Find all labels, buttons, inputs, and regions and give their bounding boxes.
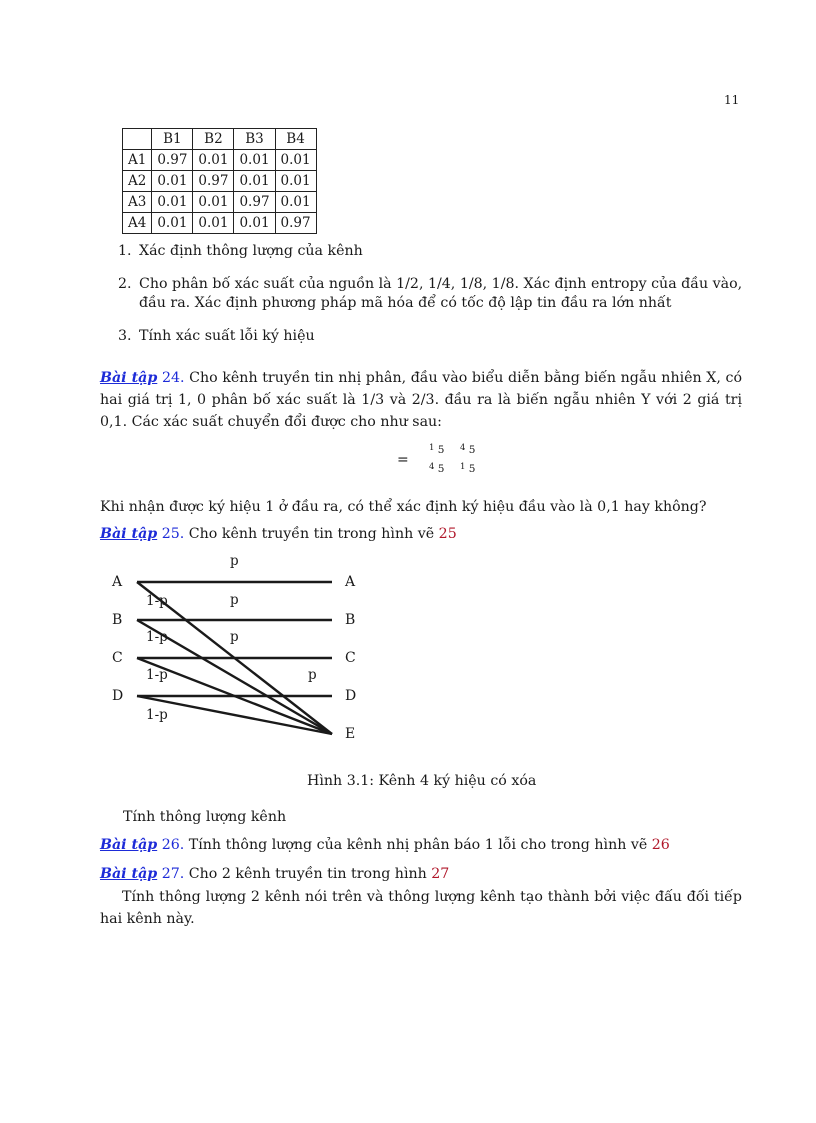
figure-ref-link[interactable]: 26: [651, 837, 670, 853]
exercise-label[interactable]: Bài tập: [100, 837, 158, 853]
output-node-label: B: [345, 612, 356, 628]
exercise-text: Tính thông lượng của kênh nhị phân báo 1 lỗi cho trong hình vẽ: [188, 837, 648, 853]
output-node-label: E: [345, 726, 356, 742]
table-cell: 0.97: [193, 171, 234, 192]
exercise-number: 27.: [161, 866, 185, 882]
table-cell: 0.01: [152, 171, 193, 192]
table-cell: 0.97: [275, 213, 316, 234]
table-cell: 0.97: [152, 150, 193, 171]
page-number: 11: [724, 93, 740, 107]
exercise-27-body: Tính thông lượng 2 kênh nói trên và thông lượng kênh tạo thành bởi việc đấu đối tiếp hai kênh này.: [100, 889, 742, 927]
edge-error-label: 1-p: [146, 593, 168, 609]
table-cell: 0.01: [275, 171, 316, 192]
table-header-cell: B4: [275, 129, 316, 150]
list-text: Xác định thông lượng của kênh: [139, 243, 363, 259]
edge-prob-label: p: [230, 592, 239, 608]
matrix-cell: $^4$ 5: [460, 443, 476, 456]
figure-caption: Hình 3.1: Kênh 4 ký hiệu có xóa: [307, 773, 537, 789]
input-node-label: A: [112, 574, 123, 590]
table-cell: 0.01: [234, 213, 275, 234]
list-number: 1.: [118, 243, 132, 259]
table-header-cell: B2: [193, 129, 234, 150]
table-cell: 0.01: [152, 192, 193, 213]
table-cell: A3: [123, 192, 152, 213]
input-node-label: B: [112, 612, 123, 628]
table-cell: 0.01: [234, 150, 275, 171]
exercise-27: [100, 863, 742, 885]
input-node-label: D: [112, 688, 124, 704]
figure-ref-link[interactable]: 27: [431, 866, 450, 882]
exercise-number: 25.: [161, 526, 185, 542]
list-number: 2.: [118, 276, 132, 292]
table-cell: A4: [123, 213, 152, 234]
exercise-number: 26.: [161, 837, 185, 853]
table-cell: 0.01: [152, 213, 193, 234]
table-cell: A1: [123, 150, 152, 171]
output-node-label: C: [345, 650, 356, 666]
matrix-cell: $^4$ 5: [429, 462, 445, 475]
list-number: 3.: [118, 328, 132, 344]
table-cell: 0.01: [193, 192, 234, 213]
table-cell: 0.01: [275, 150, 316, 171]
compute-capacity-text: Tính thông lượng kênh: [123, 809, 287, 825]
list-text: Cho phân bố xác suất của nguồn là 1/2, 1/4, 1/8, 1/8. Xác định entropy của đầu vào, đầu ra. Xác định phương pháp mã hóa để có tốc độ lập tin đầu ra lớn nhất: [139, 276, 743, 311]
exercise-label[interactable]: Bài tập: [100, 526, 158, 542]
figure-ref-link[interactable]: 25: [438, 526, 457, 542]
exercise-number: 24.: [161, 370, 185, 386]
matrix-cell: $^1$ 5: [460, 462, 476, 475]
equals-sign: =: [397, 452, 409, 468]
exercise-text: Cho kênh truyền tin nhị phân, đầu vào biểu diễn bằng biến ngẫu nhiên X, có hai giá trị 1, 0 phân bố xác suất là 1/3 và 2/3. đầu ra là biến ngẫu nhiên Y với 2 giá trị 0,1. Các xác suất chuyển đổi được cho như sau:: [100, 370, 743, 430]
input-node-label: C: [112, 650, 123, 666]
table-cell: 0.97: [234, 192, 275, 213]
edge-error-label: 1-p: [146, 707, 168, 723]
exercise-24-question: Khi nhận được ký hiệu 1 ở đầu ra, có thể xác định ký hiệu đầu vào là 0,1 hay không?: [100, 499, 707, 515]
output-node-label: D: [345, 688, 357, 704]
table-header-cell: B1: [152, 129, 193, 150]
matrix-cell: $^1$ 5: [429, 443, 445, 456]
exercise-text: Cho 2 kênh truyền tin trong hình: [188, 866, 427, 882]
table-cell: A2: [123, 171, 152, 192]
output-node-label: A: [345, 574, 356, 590]
table-cell: 0.01: [193, 213, 234, 234]
edge-error-label: 1-p: [146, 667, 168, 683]
edge-prob-label: p: [230, 553, 239, 569]
table-cell: 0.01: [275, 192, 316, 213]
table-cell: 0.01: [234, 171, 275, 192]
edge-prob-label: p: [230, 629, 239, 645]
edge-error-label: 1-p: [146, 629, 168, 645]
edge-prob-label: p: [308, 667, 317, 683]
exercise-label[interactable]: Bài tập: [100, 866, 158, 882]
table-header-cell: B3: [234, 129, 275, 150]
exercise-text: Cho kênh truyền tin trong hình vẽ: [188, 526, 435, 542]
table-cell: 0.01: [193, 150, 234, 171]
exercise-label[interactable]: Bài tập: [100, 370, 158, 386]
list-text: Tính xác suất lỗi ký hiệu: [139, 328, 315, 344]
exercise-26: [100, 834, 742, 856]
